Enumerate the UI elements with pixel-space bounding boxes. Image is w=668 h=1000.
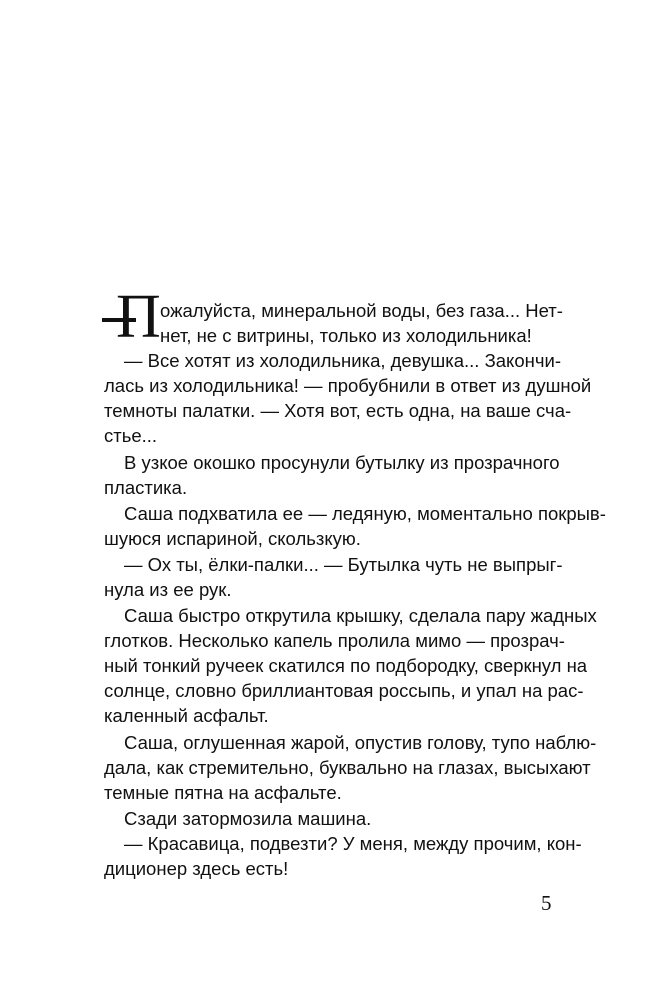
text-line: — Ох ты, ёлки-палки... — Бутылка чуть не выпрыг- <box>124 554 563 575</box>
text-line: ожалуйста, минеральной воды, без газа... Нет- <box>160 300 563 321</box>
text-line: глотков. Несколько капель пролила мимо — прозрач- <box>104 630 565 651</box>
text-line: — Все хотят из холодильника, девушка... Закончи- <box>124 350 561 371</box>
text-line: лась из холодильника! — пробубнили в ответ из душной <box>104 375 592 396</box>
text-line: — Красавица, подвезти? У меня, между прочим, кон- <box>124 833 582 854</box>
text-line: дала, как стремительно, буквально на глазах, высыхают <box>104 757 591 778</box>
text-line: темные пятна на асфальте. <box>104 782 342 803</box>
text-line: Саша быстро открутила крышку, сделала пару жадных <box>124 605 597 626</box>
text-line: Саша, оглушенная жарой, опустив голову, тупо наблю- <box>124 732 597 753</box>
text-line: нет, не с витрины, только из холодильника! <box>160 325 532 346</box>
page-number: 5 <box>541 891 552 915</box>
text-line: ный тонкий ручеек скатился по подбородку, сверкнул на <box>104 655 588 676</box>
text-line: пластика. <box>104 477 188 498</box>
text-line: каленный асфальт. <box>104 705 269 726</box>
text-line: стье... <box>104 425 158 446</box>
text-line: В узкое окошко просунули бутылку из прозрачного <box>124 452 560 473</box>
text-line: солнце, словно бриллиантовая россыпь, и упал на рас- <box>104 680 584 701</box>
text-line: темноты палатки. — Хотя вот, есть одна, на ваше сча- <box>104 400 572 421</box>
text-line: Сзади затормозила машина. <box>124 808 372 829</box>
text-line: нула из ее рук. <box>104 579 232 600</box>
text-line: шуюся испариной, скользкую. <box>104 528 361 549</box>
text-line: диционер здесь есть! <box>104 858 289 879</box>
text-line: Саша подхватила ее — ледяную, моментально покрыв- <box>124 503 606 524</box>
drop-cap: П <box>116 283 161 351</box>
